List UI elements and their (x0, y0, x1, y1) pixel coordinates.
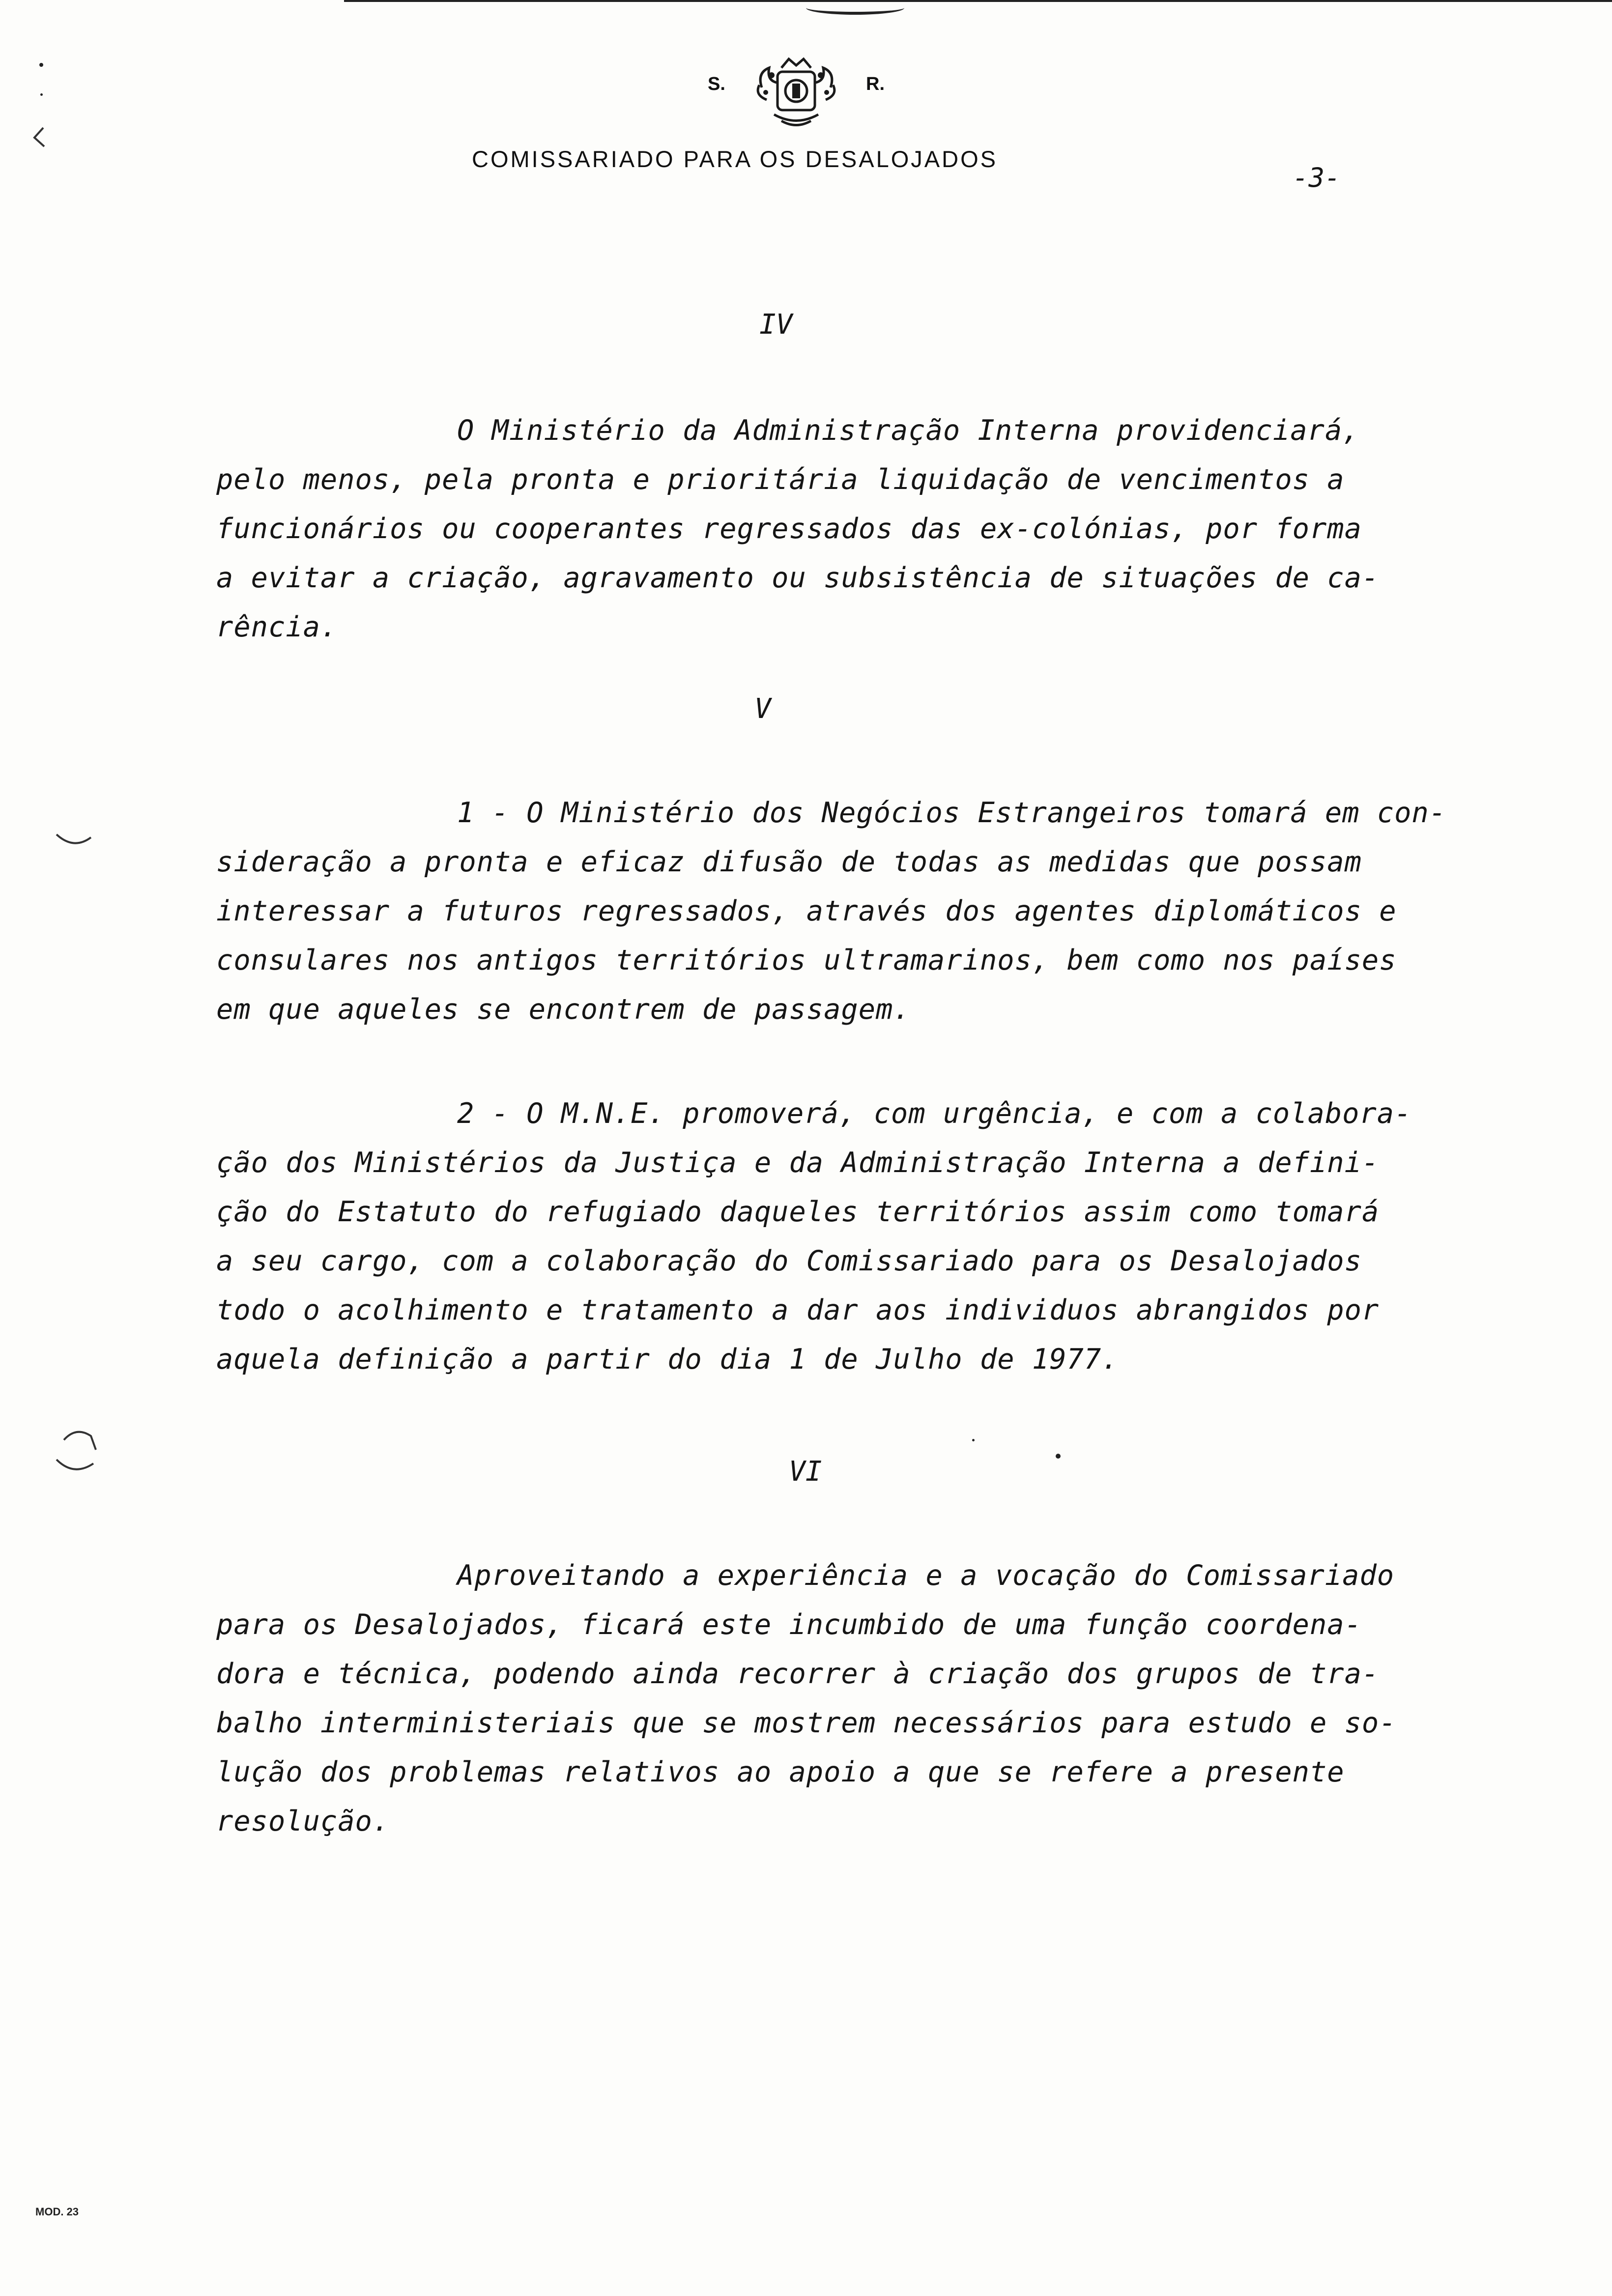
text-line: aquela definição a partir do dia 1 de Julho de 1977. (216, 1343, 1119, 1376)
text-line: para os Desalojados, ficará este incumbido de uma função coordena- (216, 1608, 1362, 1641)
text-line: rência. (216, 611, 338, 643)
text-line: em que aqueles se encontrem de passagem. (216, 993, 911, 1026)
text-line: interessar a futuros regressados, através dos agentes diplomáticos e (216, 895, 1397, 927)
text-line: 2 - O M.N.E. promoverá, com urgência, e com a colabora- (457, 1097, 1412, 1130)
punch-hole-mark (54, 1425, 98, 1479)
header-letter-s: S. (708, 74, 725, 94)
coat-of-arms-icon (747, 53, 845, 132)
text-line: funcionários ou cooperantes regressados das ex-colónias, por forma (216, 513, 1362, 545)
section-heading-vi: VI (789, 1456, 822, 1488)
text-line: resolução. (216, 1805, 390, 1837)
text-line: a seu cargo, com a colaboração do Comissariado para os Desalojados (216, 1245, 1362, 1277)
paragraph-v-2 (216, 1089, 1578, 1384)
text-line: pelo menos, pela pronta e prioritária liquidação de vencimentos a (216, 463, 1345, 496)
scan-speck (1056, 1454, 1061, 1459)
paragraph-v-1 (216, 788, 1578, 1034)
paragraph-iv (216, 406, 1578, 652)
text-line: a evitar a criação, agravamento ou subsistência de situações de ca- (216, 562, 1380, 594)
section-heading-iv: IV (759, 309, 793, 341)
text-line: consulares nos antigos territórios ultramarinos, bem como nos países (216, 944, 1397, 976)
text-line: balho interministeriais que se mostrem necessários para estudo e so- (216, 1707, 1397, 1739)
text-line: dora e técnica, podendo ainda recorrer à criação dos grupos de tra- (216, 1658, 1380, 1690)
text-line: sideração a pronta e eficaz difusão de todas as medidas que possam (216, 846, 1362, 878)
scan-speck (972, 1439, 975, 1441)
paragraph-vi (216, 1551, 1578, 1846)
text-line: O Ministério da Administração Interna providenciará, (457, 414, 1360, 447)
text-line: lução dos problemas relativos ao apoio a que se refere a presente (216, 1756, 1345, 1788)
punch-hole-mark (54, 831, 93, 850)
margin-speck (39, 63, 43, 67)
text-line: ção dos Ministérios da Justiça e da Administração Interna a defini- (216, 1147, 1380, 1179)
text-line: ção do Estatuto do refugiado daqueles territórios assim como tomará (216, 1196, 1380, 1228)
organization-name: COMISSARIADO PARA OS DESALOJADOS (472, 146, 998, 172)
form-code: MOD. 23 (35, 2206, 79, 2218)
top-rule-curve (806, 1, 904, 15)
page-number: -3- (1293, 162, 1341, 193)
top-rule (344, 0, 1612, 2)
section-heading-v: V (754, 693, 771, 725)
margin-speck (40, 93, 43, 96)
text-line: todo o acolhimento e tratamento a dar aos individuos abrangidos por (216, 1294, 1380, 1326)
header-letter-r: R. (866, 74, 885, 94)
text-line: 1 - O Ministério dos Negócios Estrangeiros tomará em con- (457, 797, 1447, 829)
text-line: Aproveitando a experiência e a vocação do Comissariado (457, 1559, 1395, 1592)
margin-tick-mark (29, 123, 49, 152)
